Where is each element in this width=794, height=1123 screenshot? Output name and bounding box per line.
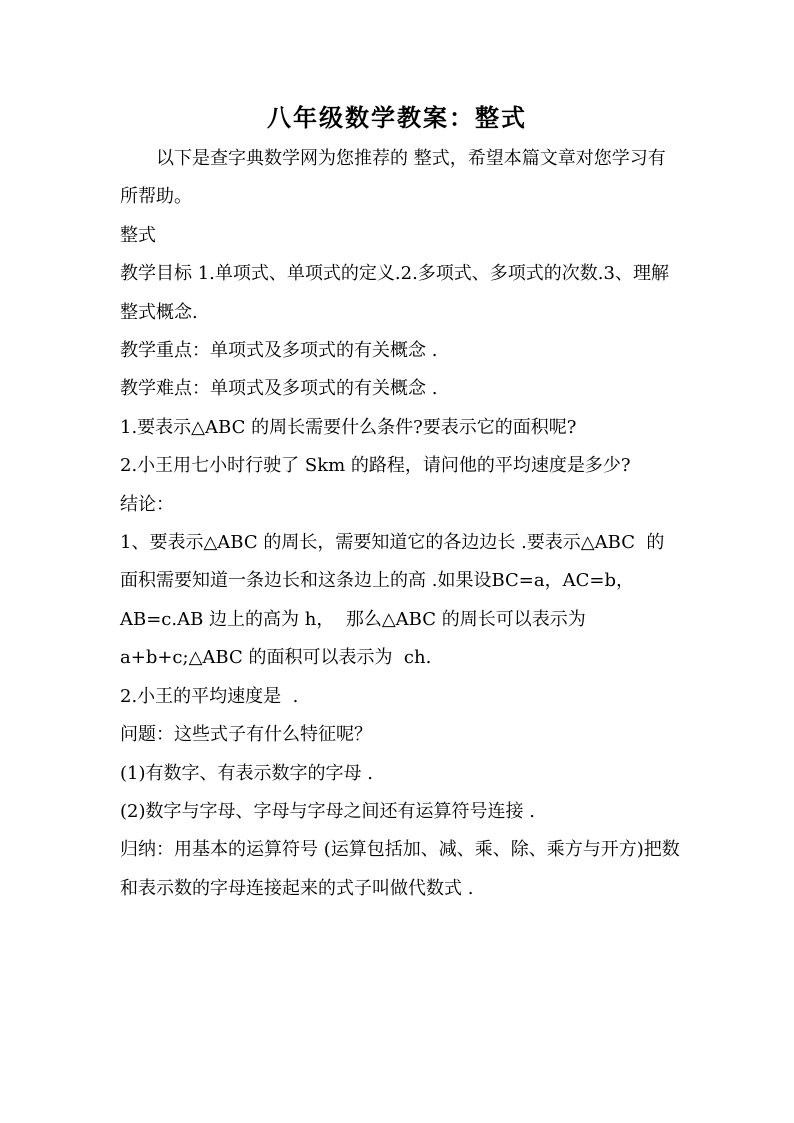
- paragraph-difficulties: 教学难点：单项式及多项式的有关概念 .: [120, 378, 438, 400]
- document-body: [120, 140, 680, 908]
- paragraph-question-2: 2.小王用七小时行驶了 Skm 的路程，请问他的平均速度是多少?: [120, 455, 631, 477]
- paragraph-problem: 问题：这些式子有什么特征呢？: [120, 724, 372, 746]
- paragraph-teaching-goals: 教学目标 1.单项式、单项式的定义.2.多项式、多项式的次数.3、理解整式概念.: [120, 263, 669, 323]
- document-title: 八年级数学教案：整式: [267, 103, 527, 132]
- paragraph-intro: 以下是查字典数学网为您推荐的 整式，希望本篇文章对您学习有所帮助。: [120, 148, 666, 208]
- paragraph-conclusion-heading: 结论：: [120, 493, 174, 515]
- paragraph-feature-2: (2)数字与字母、字母与字母之间还有运算符号连接 .: [120, 800, 535, 822]
- paragraph-summary: 归纳：用基本的运算符号 (运算包括加、减、乘、除、乘方与开方)把数和表示数的字母连接起来的式子叫做代数式 .: [120, 839, 680, 899]
- paragraph-key-points: 教学重点：单项式及多项式的有关概念 .: [120, 340, 438, 362]
- paragraph-question-1: 1.要表示△ABC 的周长需要什么条件?要表示它的面积呢?: [120, 416, 577, 438]
- paragraph-conclusion-1: 1、要表示△ABC 的周长，需要知道它的各边边长 .要表示△ABC 的面积需要知道一条边长和这条边上的高 .如果设BC=a，AC=b，AB=c.AB 边上的高为 h， 那么△ABC 的周长可以表示为 a+b+c;△ABC 的面积可以表示为 ch.: [120, 532, 665, 669]
- paragraph-conclusion-2: 2.小王的平均速度是 .: [120, 685, 299, 707]
- paragraph-topic: 整式: [120, 224, 156, 246]
- paragraph-feature-1: (1)有数字、有表示数字的字母 .: [120, 762, 373, 784]
